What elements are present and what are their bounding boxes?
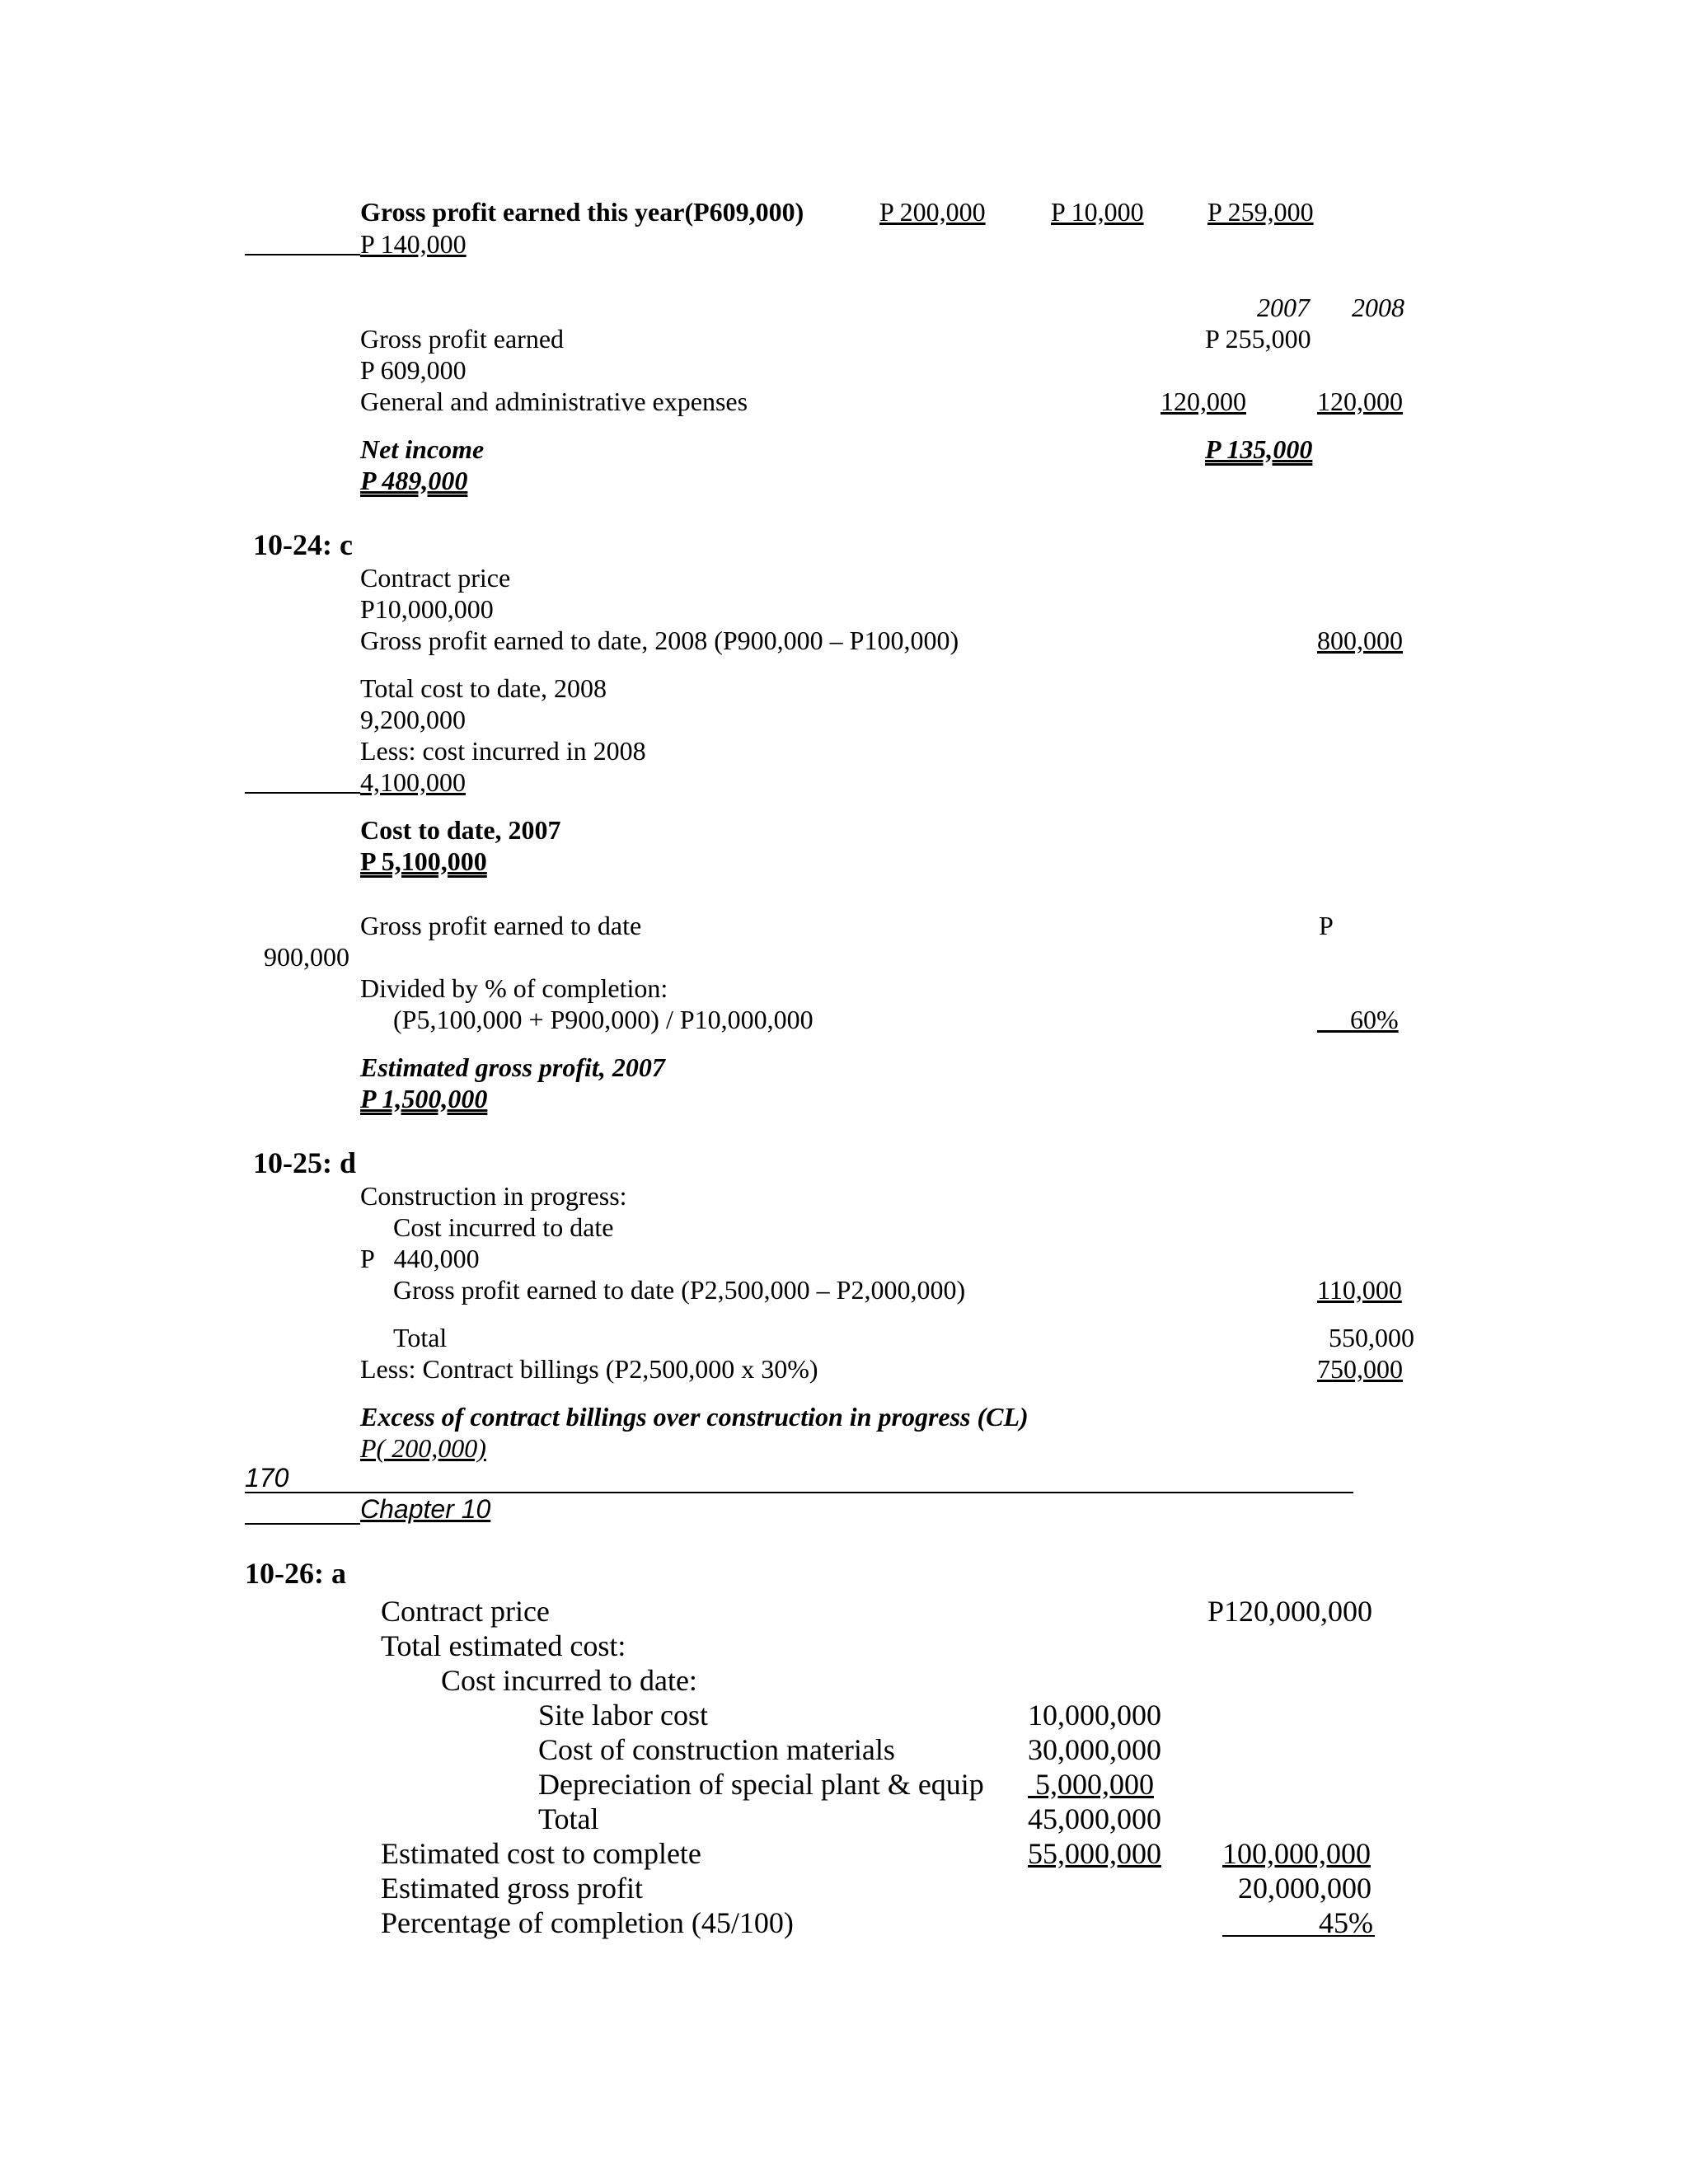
problem-10-24-header: 10-24: c <box>253 528 353 561</box>
divided-by-label: Divided by % of completion: <box>360 973 668 1003</box>
est-total-cost-value: 100,000,000 <box>1222 1837 1371 1870</box>
ga-2007: 120,000 <box>1160 387 1246 416</box>
gp-2007: P 255,000 <box>1205 324 1311 354</box>
problem-10-25-header: 10-25: d <box>253 1146 356 1179</box>
gp-to-date-currency: P <box>1319 911 1334 940</box>
rule-line <box>245 254 360 255</box>
total-cost-2008-label: Total cost to date, 2008 <box>360 673 607 703</box>
cost-to-date-2007-label: Cost to date, 2007 <box>360 815 561 845</box>
est-gp-label: Estimated gross profit <box>381 1872 643 1905</box>
net-income-label: Net income <box>360 434 485 464</box>
top-value-1: P 200,000 <box>879 197 986 227</box>
total-est-cost-label: Total estimated cost: <box>381 1629 626 1662</box>
total-cost-2008-value: 9,200,000 <box>360 705 466 734</box>
excess-billings-value: P( 200,000) <box>360 1433 486 1463</box>
cip-label: Construction in progress: <box>360 1181 627 1211</box>
gp-to-date-2008-label: Gross profit earned to date, 2008 (P900,000 – P100,000) <box>360 626 959 655</box>
excess-billings-label: Excess of contract billings over construction in progress (CL) <box>360 1402 1029 1432</box>
est-gp-2007-value: P 1,500,000 <box>360 1084 488 1113</box>
materials-value: 30,000,000 <box>1028 1733 1161 1766</box>
gp-earned-label: Gross profit earned <box>360 324 565 354</box>
gp-to-date-label: Gross profit earned to date <box>360 911 642 940</box>
est-cost-complete-value: 55,000,000 <box>1028 1837 1161 1870</box>
total-label: Total <box>393 1323 448 1352</box>
year-2008: 2008 <box>1352 293 1404 322</box>
gp-to-date-label: Gross profit earned to date (P2,500,000 – P2,000,000) <box>393 1275 966 1305</box>
ga-2008: 120,000 <box>1317 387 1403 416</box>
less-billings-value: 750,000 <box>1317 1354 1403 1384</box>
rule-line <box>245 1523 360 1525</box>
less-billings-label: Less: Contract billings (P2,500,000 x 30%) <box>360 1354 818 1384</box>
cost-incurred-label: Cost incurred to date <box>393 1212 614 1242</box>
gp-2008: P 609,000 <box>360 355 467 385</box>
est-cost-complete-label: Estimated cost to complete <box>381 1837 701 1870</box>
contract-price-value: P10,000,000 <box>360 594 494 624</box>
site-labor-label: Site labor cost <box>538 1699 708 1732</box>
contract-price-value: P120,000,000 <box>1207 1595 1373 1628</box>
top-value-2: P 10,000 <box>1051 197 1144 227</box>
depreciation-label: Depreciation of special plant & equip <box>538 1768 984 1801</box>
less-cost-2008-label: Less: cost incurred in 2008 <box>360 736 646 766</box>
pct-completion-label: Percentage of completion (45/100) <box>381 1906 794 1939</box>
page-number: 170 <box>245 1463 289 1493</box>
less-cost-2008-value: 4,100,000 <box>360 767 466 797</box>
top-value-4: P 140,000 <box>360 229 467 259</box>
est-gp-2007-label: Estimated gross profit, 2007 <box>360 1052 665 1082</box>
pct-completion-value: 45% <box>1319 1906 1373 1939</box>
top-value-3: P 259,000 <box>1207 197 1314 227</box>
cost-to-date-2007-value: P 5,100,000 <box>360 846 487 876</box>
gp-earned-this-year-label: Gross profit earned this year(P609,000) <box>360 197 804 227</box>
total-label: Total <box>538 1802 599 1835</box>
gp-to-date-value: 110,000 <box>1317 1275 1402 1305</box>
ga-expenses-label: General and administrative expenses <box>360 387 748 416</box>
depreciation-value: 5,000,000 <box>1028 1768 1154 1801</box>
est-gp-value: 20,000,000 <box>1238 1872 1372 1905</box>
materials-label: Cost of construction materials <box>538 1733 895 1766</box>
gp-to-date-value: 900,000 <box>264 942 349 972</box>
contract-price-label: Contract price <box>360 563 511 593</box>
cost-incurred-label: Cost incurred to date: <box>441 1664 697 1697</box>
net-income-2007: P 135,000 <box>1205 434 1313 464</box>
chapter-label: Chapter 10 <box>360 1494 491 1524</box>
divided-by-formula: (P5,100,000 + P900,000) / P10,000,000 <box>393 1005 814 1034</box>
rule-line <box>245 792 360 794</box>
net-income-2008: P 489,000 <box>360 466 468 495</box>
total-value: 45,000,000 <box>1028 1802 1161 1835</box>
site-labor-value: 10,000,000 <box>1028 1699 1161 1732</box>
cost-incurred-value: P 440,000 <box>360 1244 480 1273</box>
contract-price-label: Contract price <box>381 1595 550 1628</box>
total-value: 550,000 <box>1329 1323 1414 1352</box>
gp-to-date-2008-value: 800,000 <box>1317 626 1403 655</box>
year-2007: 2007 <box>1257 293 1310 322</box>
problem-10-26-header: 10-26: a <box>245 1557 346 1590</box>
completion-percent: 60% <box>1317 1005 1399 1034</box>
